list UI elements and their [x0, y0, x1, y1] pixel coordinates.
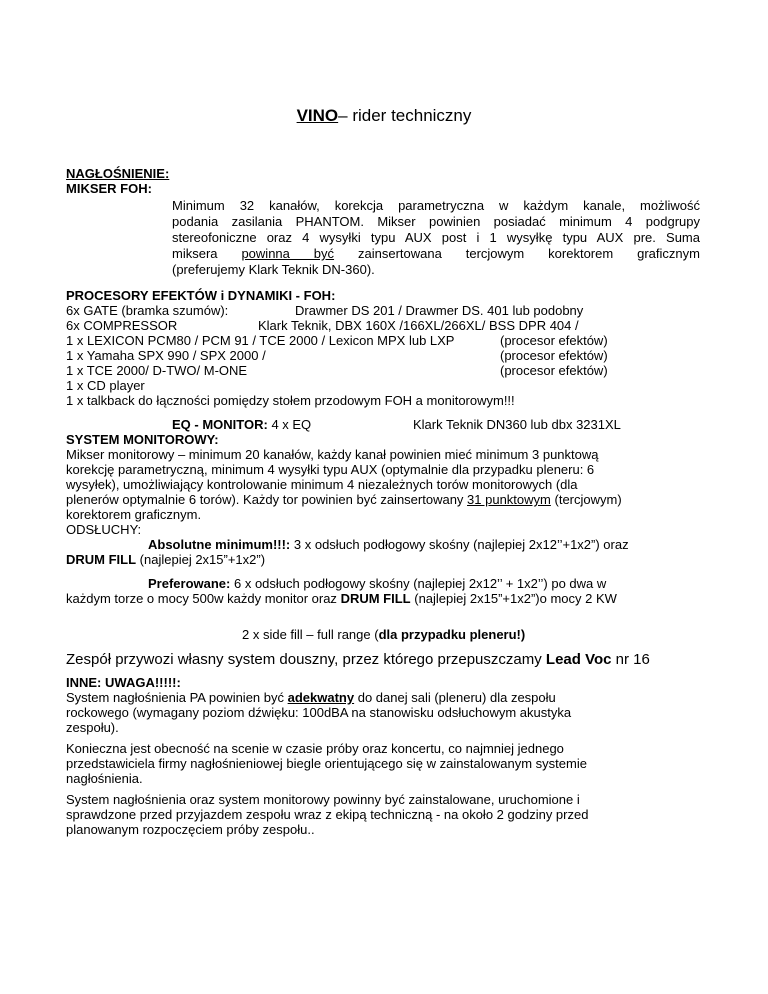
page-title: [0, 106, 768, 126]
monitor-line-1: Mikser monitorowy – minimum 20 kanałów, każdy kanał powinien mieć minimum 3 punktową: [66, 447, 599, 462]
preferowane-line-2: każdym torze o mocy 500w każdy monitor oraz DRUM FILL (najlepiej 2x15”+1x2”)o mocy 2 KW: [66, 591, 617, 606]
inne-p3-line-3: planowanym rozpoczęciem próby zespołu..: [66, 822, 315, 837]
douszny-line: Zespół przywozi własny system douszny, przez którego przepuszczamy Lead Voc nr 16: [66, 651, 650, 668]
inne-p1-line-2: rockowego (wymagany poziom dźwięku: 100dBA na stanowisku odsłuchowym akustyka: [66, 705, 572, 720]
system-monitorowy-heading: SYSTEM MONITOROWY:: [66, 432, 219, 447]
preferowane-line: Preferowane: 6 x odsłuch podłogowy skośny (najlepiej 2x12’’ + 1x2’’) po dwa w: [148, 576, 607, 591]
eq-monitor-model: Klark Teknik DN360 lub dbx 3231XL: [413, 417, 621, 432]
gate-value: Drawmer DS 201 / Drawmer DS. 401 lub podobny: [295, 303, 584, 318]
inne-p2-line-3: nagłośnienia.: [66, 771, 143, 786]
mikser-line-2: podania zasilania PHANTOM. Mikser powinien posiadać minimum 4 podgrupy: [172, 214, 700, 229]
inne-p1-line-1: System nagłośnienia PA powinien być adekwatny do danej sali (pleneru) dla zespołu: [66, 690, 556, 705]
mikser-line-5: (preferujemy Klark Teknik DN-360).: [172, 262, 375, 277]
compressor-label: 6x COMPRESSOR: [66, 318, 178, 333]
gate-label: 6x GATE (bramka szumów):: [66, 303, 229, 318]
inne-p2-line-2: przedstawiciela firmy nagłośnieniowej biegle orientującego się w zainstalowanym systemie: [66, 756, 587, 771]
title-rest: – rider techniczny: [338, 106, 472, 125]
lexicon-line: 1 x LEXICON PCM80 / PCM 91 / TCE 2000 / Lexicon MPX lub LXP: [66, 333, 455, 348]
mikser-line-4: miksera powinna być zainsertowana tercjowym korektorem graficznym: [172, 246, 700, 261]
lexicon-note: (procesor efektów): [500, 333, 608, 348]
monitor-line-4: plenerów optymalnie 6 torów). Każdy tor powinien być zainsertowany 31 punktowym (tercjowym): [66, 492, 622, 507]
band-name: VINO: [296, 106, 339, 125]
compressor-value: Klark Teknik, DBX 160X /166XL/266XL/ BSS DPR 404 /: [258, 318, 579, 333]
side-fill-line: 2 x side fill – full range (dla przypadku pleneru!): [242, 627, 526, 642]
tce-line: 1 x TCE 2000/ D-TWO/ M-ONE: [66, 363, 248, 378]
mikser-line-3: stereofoniczne oraz 4 wysyłki typu AUX post i 1 wysyłkę typu AUX pre. Suma: [172, 230, 700, 245]
tce-note: (procesor efektów): [500, 363, 608, 378]
drum-fill-line-1: DRUM FILL (najlepiej 2x15”+1x2”): [66, 552, 266, 567]
cd-line: 1 x CD player: [66, 378, 145, 393]
mikser-line-1: Minimum 32 kanałów, korekcja parametryczna w każdym kanale, możliwość: [172, 198, 700, 213]
inne-p3-line-1: System nagłośnienia oraz system monitorowy powinny być zainstalowane, uruchomione i: [66, 792, 580, 807]
yamaha-line: 1 x Yamaha SPX 990 / SPX 2000 /: [66, 348, 266, 363]
odsluchy-heading: ODSŁUCHY:: [66, 522, 142, 537]
inne-p3-line-2: sprawdzone przed przyjazdem zespołu wraz z ekipą techniczną - na około 2 godziny przed: [66, 807, 589, 822]
inne-uwaga-heading: INNE: UWAGA!!!!!:: [66, 675, 181, 690]
monitor-line-2: korekcję parametryczną, minimum 4 wysyłki typu AUX (optymalnie dla przypadku pleneru: 6: [66, 462, 595, 477]
mikser-foh-heading: MIKSER FOH:: [66, 181, 152, 196]
inne-p1-line-3: zespołu).: [66, 720, 119, 735]
yamaha-note: (procesor efektów): [500, 348, 608, 363]
talkback-line: 1 x talkback do łączności pomiędzy stołem przodowym FOH a monitorowym!!!: [66, 393, 515, 408]
section-naglosnienie-heading: NAGŁOŚNIENIE:: [66, 166, 170, 181]
procesory-heading: PROCESORY EFEKTÓW i DYNAMIKI - FOH:: [66, 288, 336, 303]
eq-monitor-label: EQ - MONITOR: 4 x EQ: [172, 417, 312, 432]
inne-p2-line-1: Konieczna jest obecność na scenie w czasie próby oraz koncertu, co najmniej jednego: [66, 741, 564, 756]
absolutne-minimum-line: Absolutne minimum!!!: 3 x odsłuch podłogowy skośny (najlepiej 2x12’’+1x2”) oraz: [148, 537, 629, 552]
monitor-line-5: korektorem graficznym.: [66, 507, 202, 522]
monitor-line-3: wysyłek), umożliwiający kontrolowanie minimum 4 niezależnych torów monitorowych (dla: [66, 477, 578, 492]
